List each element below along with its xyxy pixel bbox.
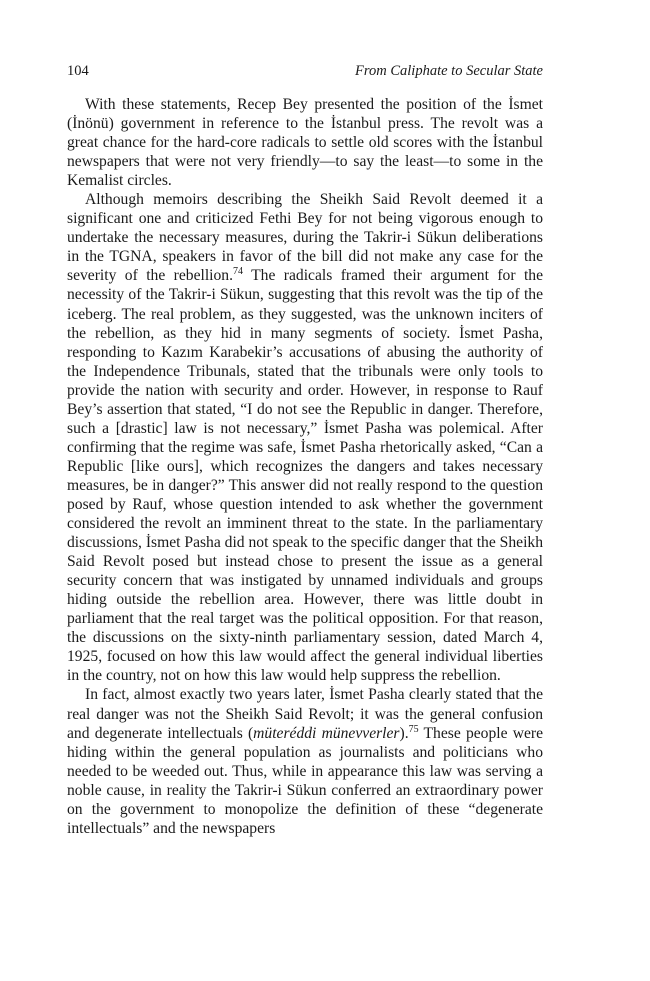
paragraph-3-text-c: These people were hiding within the general population as journalists and politicians who needed to be weeded out. Thus, while in appearance this law was serving a noble cause, in reality the Takrir-i Sükun conferred an extraordinary power on the government to monopolize the definition of these “degenerate intellectuals” and the newspapers (67, 724, 543, 837)
body-text (67, 95, 543, 838)
paragraph-3-text-a: In fact, almost exactly two years later, İsmet Pasha clearly stated that the real danger was not the Sheikh Said Revolt; it was the general confusion and degenerate intellectuals ( (67, 686, 543, 742)
paragraph-1 (67, 95, 543, 190)
paragraph-3-text-b: ). (399, 724, 409, 742)
running-head (67, 60, 543, 82)
book-title: From Caliphate to Secular State (355, 63, 543, 79)
paragraph-2 (67, 190, 543, 685)
paragraph-2-text-a: Although memoirs describing the Sheikh Said Revolt deemed it a significant one and criticized Fethi Bey for not being vigorous enough to undertake the necessary measures, during the Takrir-i Sükun deliberations in the TGNA, speakers in favor of the bill did not make any case for the severity of the rebellion. (67, 191, 543, 285)
italic-term: müteréddi münevverler (253, 724, 400, 742)
paragraph-2-text-b: The radicals framed their argument for the necessity of the Takrir-i Sükun, suggesting that this revolt was the tip of the iceberg. The real problem, as they suggested, was the unknown inciters of the rebellion, as they hid in many segments of society. İsmet Pasha, responding to Kazım Karabekir’s accusations of abusing the authority of the Independence Tribunals, stated that the tribunals were only tools to provide the nation with security and order. However, in response to Rauf Bey’s assertion that stated, “I do not see the Republic in danger. Therefore, such a [drastic] law is not necessary,” İsmet Pasha was polemical. After confirming that the regime was safe, İsmet Pasha rhetorically asked, “Can a Republic [like ours], which recognizes the dangers and takes necessary measures, be in danger?” This answer did not really respond to the question posed by Rauf, whose question intended to ask whether the government considered the revolt an imminent threat to the state. In the parliamentary discussions, İsmet Pasha did not speak to the specific danger that the Sheikh Said Revolt posed but instead chose to present the issue as a general security concern that was instigated by unnamed individuals and groups hiding outside the rebellion area. However, there was little doubt in parliament that the real target was the political opposition. For that reason, the discussions on the sixty-ninth parliamentary session, dated March 4, 1925, focused on how this law would affect the general individual liberties in the country, not on how this law would help suppress the rebellion. (67, 267, 543, 685)
footnote-ref-75: 75 (408, 723, 419, 735)
page-number: 104 (67, 63, 89, 79)
footnote-ref-74: 74 (233, 266, 243, 278)
paragraph-1-text: With these statements, Recep Bey presented the position of the İsmet (İnönü) government in reference to the İstanbul press. The revolt was a great chance for the hard-core radicals to settle old scores with the İstanbul newspapers that were not very friendly—to say the least—to some in the Kemalist circles. (67, 96, 543, 190)
paragraph-3 (67, 685, 543, 837)
